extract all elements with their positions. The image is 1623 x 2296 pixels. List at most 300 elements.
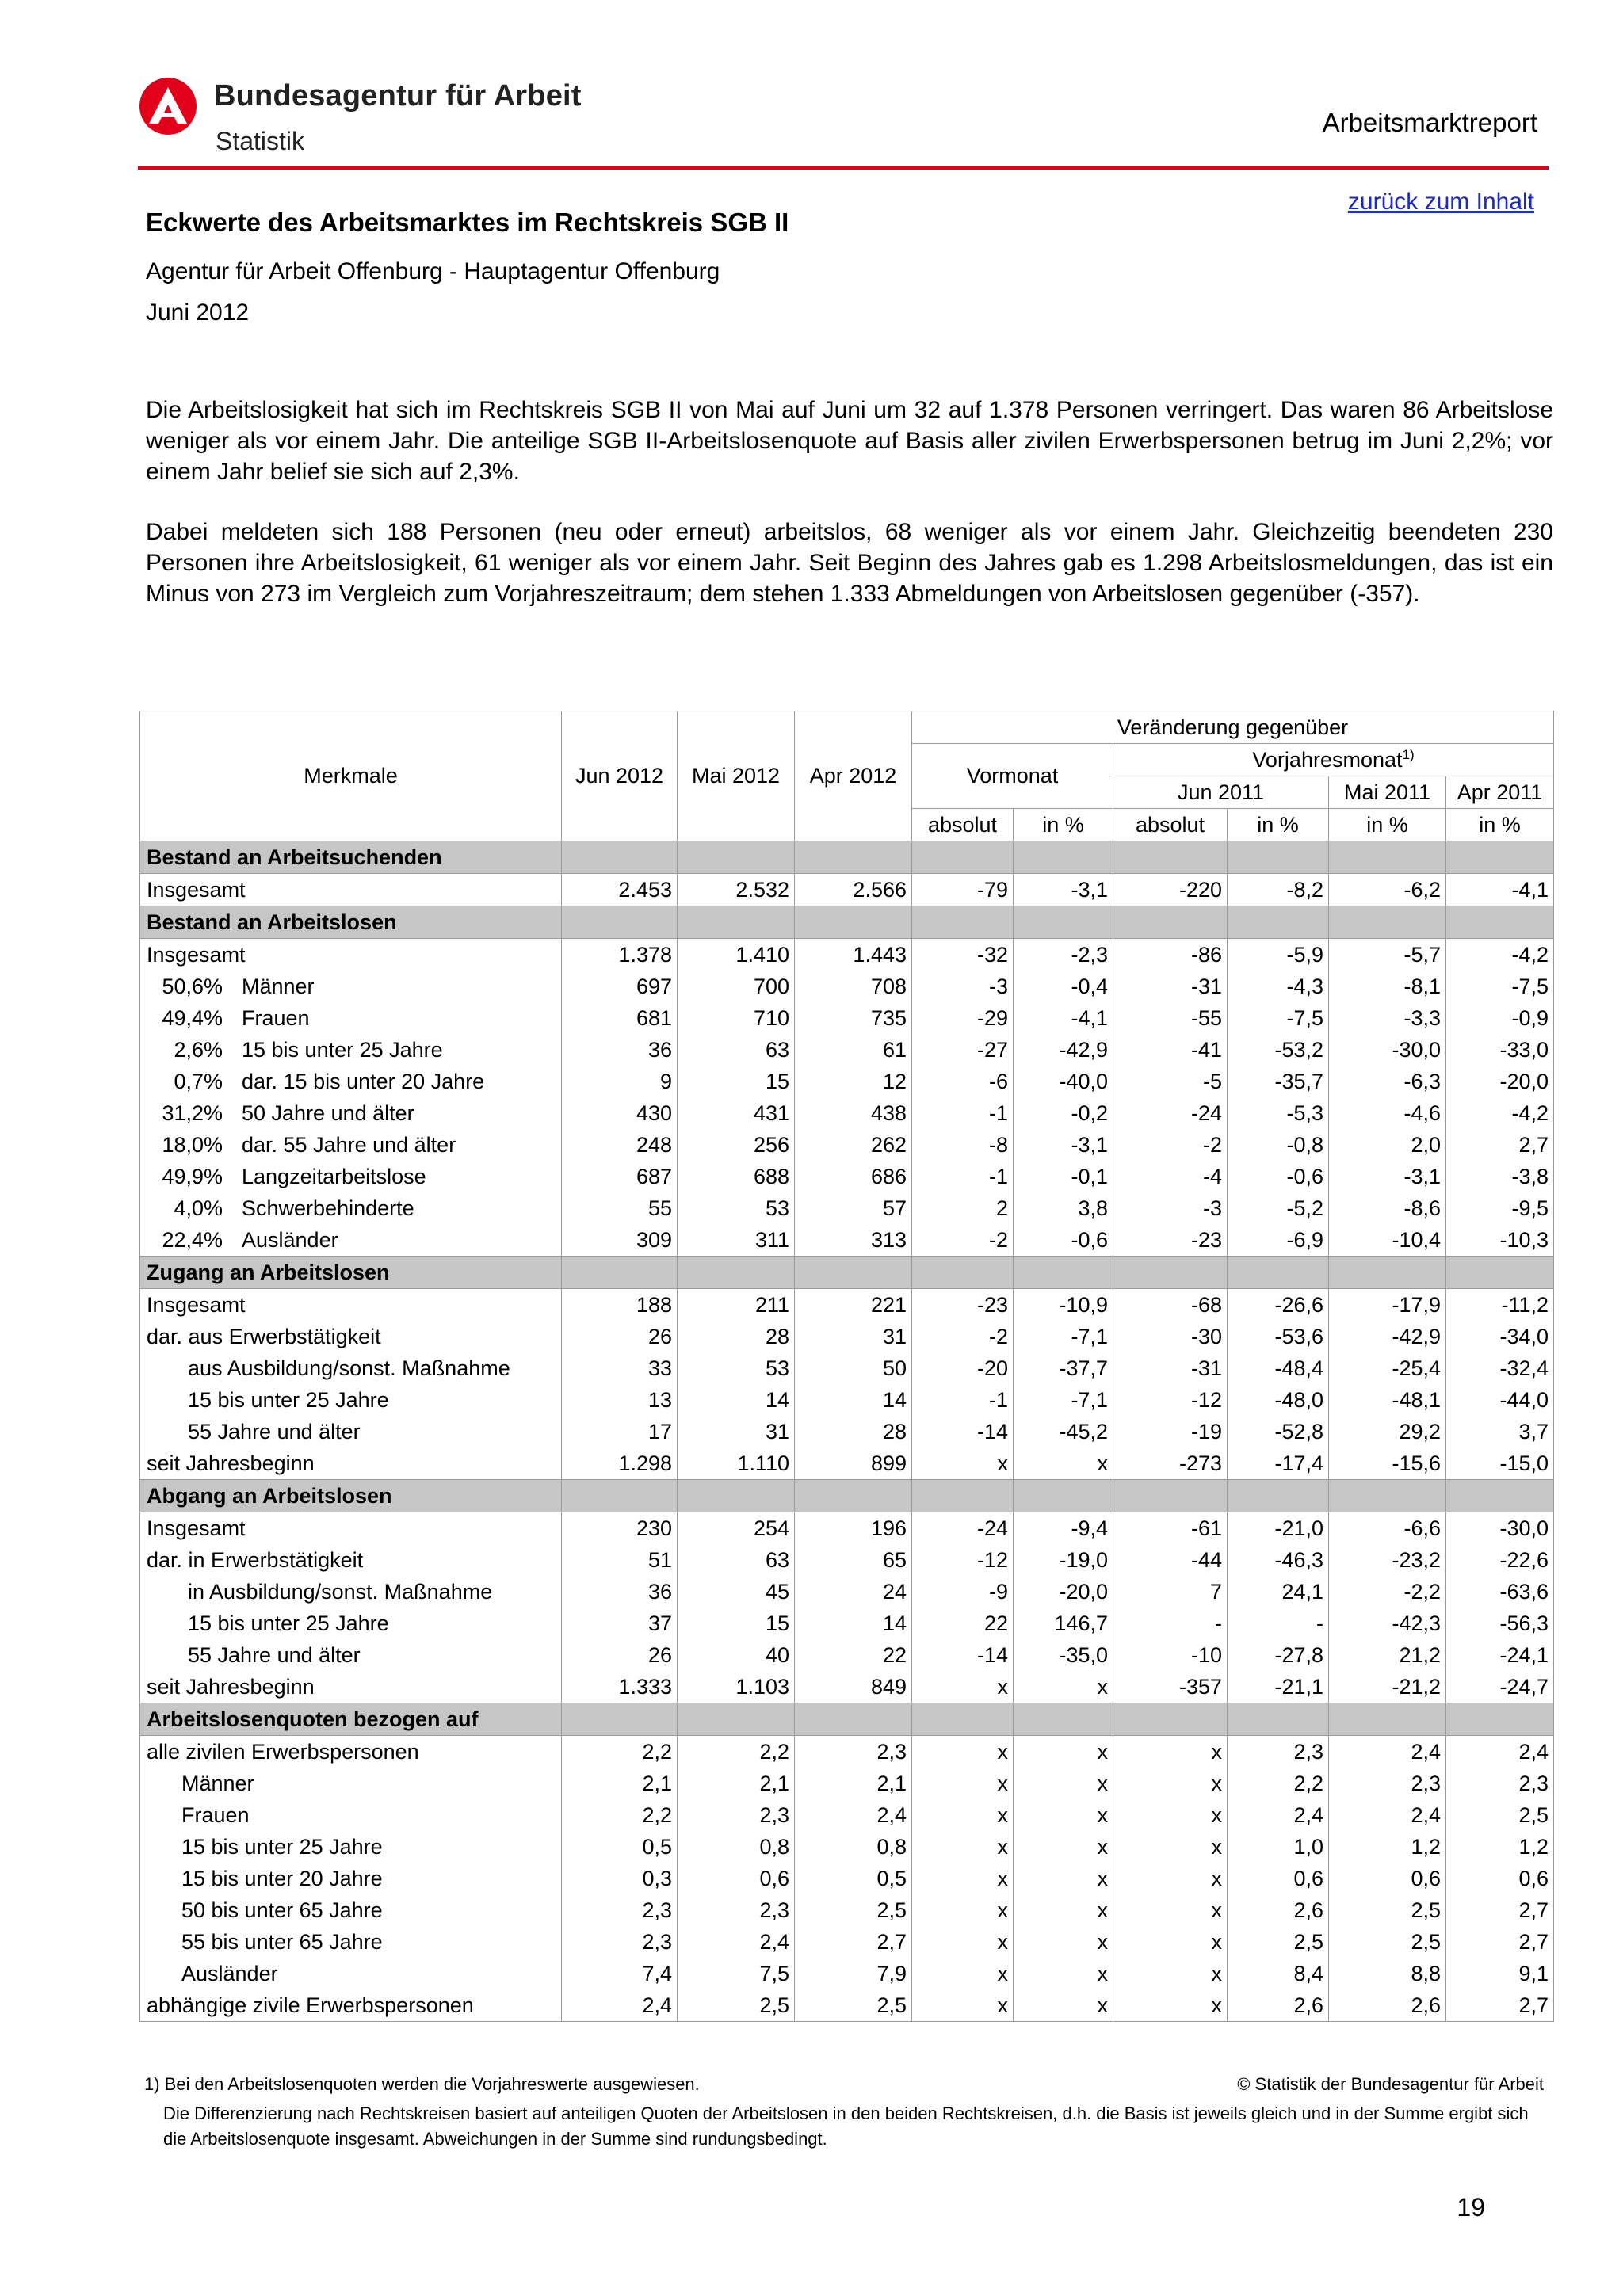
value-cell: x [1113,1894,1228,1926]
value-cell: -0,1 [1014,1161,1113,1192]
header-absolut: absolut [912,809,1014,841]
header-merkmale: Merkmale [140,711,562,841]
row-label: Insgesamt [147,1292,246,1317]
value-cell: 2,5 [678,1989,795,2022]
value-cell: 24,1 [1228,1576,1329,1608]
value-cell: 2,3 [1446,1768,1554,1799]
value-cell: -26,6 [1228,1289,1329,1322]
row-label: 55 Jahre und älter [188,1419,361,1444]
table-row [140,1384,1554,1416]
value-cell: -29 [912,1002,1014,1034]
table-row [140,1639,1554,1671]
value-cell: 2,4 [1329,1736,1446,1768]
value-cell: 688 [678,1161,795,1192]
value-cell: -23 [912,1289,1014,1322]
value-cell: 262 [795,1129,912,1161]
value-cell: x [1113,1768,1228,1799]
value-cell: 849 [795,1671,912,1703]
value-cell: 2.566 [795,874,912,906]
row-label: dar. in Erwerbstätigkeit [147,1547,364,1572]
section-filler-cell [1014,906,1113,939]
value-cell: 710 [678,1002,795,1034]
section-filler-cell [1113,841,1228,874]
section-filler-cell [1113,1257,1228,1289]
row-label-cell [140,1034,562,1066]
row-label-cell [140,1926,562,1958]
table-row [140,1831,1554,1863]
value-cell: -4,2 [1446,1097,1554,1129]
section-filler-cell [678,906,795,939]
share-percent: 49,9% [162,1164,223,1188]
value-cell: 2,7 [1446,1989,1554,2022]
labor-market-table [139,711,1554,2022]
section-title: Abgang an Arbeitslosen [140,1480,562,1512]
table-row [140,1002,1554,1034]
value-cell: -4,2 [1446,939,1554,971]
row-label: 55 bis unter 65 Jahre [181,1929,383,1954]
value-cell: 2,2 [1228,1768,1329,1799]
row-label: 15 bis unter 25 Jahre [188,1611,389,1635]
value-cell: -8,1 [1329,971,1446,1002]
row-label-cell [140,971,562,1002]
value-cell: 1,0 [1228,1831,1329,1863]
footnote-1: 1) Bei den Arbeitslosenquoten werden die Vorjahreswerte ausgewiesen. [144,2074,700,2094]
value-cell: 2,4 [1228,1799,1329,1831]
value-cell: 28 [795,1416,912,1447]
value-cell: -3,3 [1329,1002,1446,1034]
value-cell: -3,1 [1329,1161,1446,1192]
row-label: Ausländer [181,1961,278,1985]
value-cell: -273 [1113,1447,1228,1480]
value-cell: 2,3 [1228,1736,1329,1768]
value-cell: -30,0 [1329,1034,1446,1066]
value-cell: -7,5 [1446,971,1554,1002]
value-cell: 7,5 [678,1958,795,1989]
value-cell: -63,6 [1446,1576,1554,1608]
table-row [140,1512,1554,1545]
row-label-cell [140,1768,562,1799]
value-cell: 2,2 [562,1736,678,1768]
table-row [140,971,1554,1002]
value-cell: 2,5 [795,1894,912,1926]
value-cell: 2,1 [562,1768,678,1799]
section-filler-cell [912,1703,1014,1736]
value-cell: -5 [1113,1066,1228,1097]
row-label: Insgesamt [147,877,246,902]
value-cell: -42,3 [1329,1608,1446,1639]
row-label-cell [140,1321,562,1352]
value-cell: -61 [1113,1512,1228,1545]
section-filler-cell [912,1480,1014,1512]
value-cell: 681 [562,1002,678,1034]
value-cell: -79 [912,874,1014,906]
section-filler-cell [1446,906,1554,939]
value-cell: -55 [1113,1002,1228,1034]
page-title: Eckwerte des Arbeitsmarktes im Rechtskreis SGB II [146,208,789,237]
value-cell: 53 [678,1192,795,1224]
footnote-marker: 1) [1402,747,1415,762]
section-filler-cell [912,906,1014,939]
table-row [140,874,1554,906]
value-cell: 254 [678,1512,795,1545]
value-cell: 0,5 [795,1863,912,1894]
value-cell: -35,0 [1014,1639,1113,1671]
value-cell: -24 [1113,1097,1228,1129]
value-cell: -5,2 [1228,1192,1329,1224]
header-apr-2011: Apr 2011 [1446,776,1554,809]
row-label-cell [140,1002,562,1034]
value-cell: -0,4 [1014,971,1113,1002]
row-label: aus Ausbildung/sonst. Maßnahme [188,1356,510,1380]
section-filler-cell [1014,1703,1113,1736]
value-cell: x [1113,1831,1228,1863]
value-cell: 248 [562,1129,678,1161]
value-cell: 2,6 [1329,1989,1446,2022]
section-filler-cell [912,1257,1014,1289]
section-filler-cell [1014,1257,1113,1289]
value-cell: -0,8 [1228,1129,1329,1161]
section-filler-cell [1446,1703,1554,1736]
value-cell: 2,7 [1446,1926,1554,1958]
value-cell: x [1014,1958,1113,1989]
value-cell: 14 [678,1384,795,1416]
value-cell: -48,4 [1228,1352,1329,1384]
row-label-cell [140,1447,562,1480]
section-filler-cell [562,1703,678,1736]
value-cell: -20 [912,1352,1014,1384]
value-cell: -20,0 [1446,1066,1554,1097]
section-title: Arbeitslosenquoten bezogen auf [140,1703,562,1736]
section-filler-cell [678,1703,795,1736]
table-row [140,1066,1554,1097]
header-in-pct: in % [1228,809,1329,841]
value-cell: 2,3 [1329,1768,1446,1799]
value-cell: -8,2 [1228,874,1329,906]
value-cell: -56,3 [1446,1608,1554,1639]
value-cell: -20,0 [1014,1576,1113,1608]
section-filler-cell [1228,906,1329,939]
row-label-cell [140,1066,562,1097]
value-cell: -24 [912,1512,1014,1545]
row-label: seit Jahresbeginn [147,1674,315,1699]
value-cell: 26 [562,1321,678,1352]
section-title: Bestand an Arbeitsuchenden [140,841,562,874]
header-vormonat: Vormonat [912,744,1113,809]
summary-paragraph-1: Die Arbeitslosigkeit hat sich im Rechtskreis SGB II von Mai auf Juni um 32 auf 1.378 Personen verringert. Das waren 86 Arbeitslose weniger als vor einem Jahr. Die anteilige SGB II-Arbeitslosenquote auf Basis aller zivilen Erwerbspersonen betrug im Juni 2,2%; vor einem Jahr belief sie sich auf 2,3%. [146,397,1553,485]
value-cell: 0,6 [1329,1863,1446,1894]
value-cell: 438 [795,1097,912,1129]
copyright: © Statistik der Bundesagentur für Arbeit [1237,2074,1544,2094]
row-label-cell [140,1799,562,1831]
agency-subtitle: Agentur für Arbeit Offenburg - Hauptagentur Offenburg [146,258,720,284]
value-cell: 1.333 [562,1671,678,1703]
header-mai-2012: Mai 2012 [678,711,795,841]
value-cell: -6,6 [1329,1512,1446,1545]
value-cell: 2,4 [795,1799,912,1831]
value-cell: 2,2 [678,1736,795,1768]
row-label: alle zivilen Erwerbspersonen [147,1739,419,1764]
value-cell: 1.443 [795,939,912,971]
value-cell: x [912,1671,1014,1703]
share-percent: 4,0% [174,1196,223,1220]
value-cell: -9,5 [1446,1192,1554,1224]
org-subtitle: Statistik [216,127,305,155]
value-cell: -53,2 [1228,1034,1329,1066]
value-cell: x [1014,1736,1113,1768]
value-cell: 2,6 [1228,1989,1329,2022]
value-cell: 0,3 [562,1863,678,1894]
section-filler-cell [1329,906,1446,939]
value-cell: x [1113,1958,1228,1989]
section-header-row [140,906,1554,939]
value-cell: -12 [1113,1384,1228,1416]
value-cell: 45 [678,1576,795,1608]
table-row [140,1799,1554,1831]
value-cell: -42,9 [1329,1321,1446,1352]
section-filler-cell [795,841,912,874]
value-cell: 2,7 [795,1926,912,1958]
value-cell: -21,2 [1329,1671,1446,1703]
value-cell: 57 [795,1192,912,1224]
value-cell: -52,8 [1228,1416,1329,1447]
value-cell: - [1228,1608,1329,1639]
value-cell: -4,6 [1329,1097,1446,1129]
value-cell: 15 [678,1066,795,1097]
value-cell: 24 [795,1576,912,1608]
table-row [140,1161,1554,1192]
report-title: Arbeitsmarktreport [1322,108,1537,137]
header-in-pct: in % [1014,809,1113,841]
value-cell: 309 [562,1224,678,1257]
value-cell: -8,6 [1329,1192,1446,1224]
value-cell: 22 [795,1639,912,1671]
value-cell: 17 [562,1416,678,1447]
value-cell: -10,3 [1446,1224,1554,1257]
value-cell: 697 [562,971,678,1002]
table-row [140,1352,1554,1384]
value-cell: -48,1 [1329,1384,1446,1416]
section-filler-cell [1113,906,1228,939]
value-cell: -0,6 [1228,1161,1329,1192]
value-cell: -19,0 [1014,1544,1113,1576]
value-cell: -46,3 [1228,1544,1329,1576]
table-body [140,841,1554,2022]
value-cell: 65 [795,1544,912,1576]
value-cell: 1,2 [1446,1831,1554,1863]
row-label-cell [140,1736,562,1768]
value-cell: 221 [795,1289,912,1322]
section-filler-cell [562,1480,678,1512]
section-filler-cell [795,1703,912,1736]
row-label-cell [140,1224,562,1257]
row-label: 15 bis unter 25 Jahre [181,1834,383,1859]
share-percent: 18,0% [162,1132,223,1157]
value-cell: x [1113,1926,1228,1958]
value-cell: -31 [1113,1352,1228,1384]
row-label-cell [140,1289,562,1322]
value-cell: -1 [912,1097,1014,1129]
value-cell: 2,0 [1329,1129,1446,1161]
value-cell: 12 [795,1066,912,1097]
section-header-row [140,1257,1554,1289]
value-cell: 2,1 [678,1768,795,1799]
section-filler-cell [795,1480,912,1512]
value-cell: -24,1 [1446,1639,1554,1671]
value-cell: -3,8 [1446,1161,1554,1192]
table-row [140,1863,1554,1894]
value-cell: 708 [795,971,912,1002]
value-cell: 431 [678,1097,795,1129]
value-cell: -7,5 [1228,1002,1329,1034]
value-cell: -53,6 [1228,1321,1329,1352]
header-jun-2012: Jun 2012 [562,711,678,841]
row-label: 50 Jahre und älter [242,1100,414,1125]
value-cell: 3,8 [1014,1192,1113,1224]
row-label-cell [140,1352,562,1384]
row-label: dar. aus Erwerbstätigkeit [147,1324,381,1348]
row-label-cell [140,1989,562,2022]
value-cell: -6,9 [1228,1224,1329,1257]
section-filler-cell [795,906,912,939]
value-cell: 14 [795,1384,912,1416]
value-cell: -11,2 [1446,1289,1554,1322]
value-cell: -3 [1113,1192,1228,1224]
value-cell: 256 [678,1129,795,1161]
value-cell: 2.532 [678,874,795,906]
header-apr-2012: Apr 2012 [795,711,912,841]
value-cell: 26 [562,1639,678,1671]
value-cell: 2,4 [562,1989,678,2022]
table-row [140,1192,1554,1224]
section-filler-cell [1446,1257,1554,1289]
table-row [140,1989,1554,2022]
value-cell: -9 [912,1576,1014,1608]
row-label: Männer [181,1771,254,1795]
value-cell: x [912,1831,1014,1863]
table-row [140,1224,1554,1257]
value-cell: -27,8 [1228,1639,1329,1671]
section-filler-cell [912,841,1014,874]
value-cell: x [1014,1831,1113,1863]
row-label-cell [140,874,562,906]
row-label: Insgesamt [147,942,246,967]
footnote-2: Die Differenzierung nach Rechtskreisen basiert auf anteiligen Quoten der Arbeitslosen in den beiden Rechtskreisen, d.h. die Basis ist jeweils gleich und in der Summe ergibt sich die Arbeitslosenquote insgesamt. Abweichungen in der Summe sind rundungsbedingt. [163,2103,1529,2149]
section-filler-cell [1014,841,1113,874]
row-label-cell [140,1544,562,1576]
value-cell: 211 [678,1289,795,1322]
row-label-cell [140,1576,562,1608]
value-cell: -15,6 [1329,1447,1446,1480]
value-cell: 31 [795,1321,912,1352]
row-label-cell [140,1512,562,1545]
row-label: 15 bis unter 20 Jahre [181,1866,383,1890]
table-row [140,1129,1554,1161]
section-filler-cell [1329,1257,1446,1289]
value-cell: -14 [912,1639,1014,1671]
value-cell: 196 [795,1512,912,1545]
value-cell: 2,2 [562,1799,678,1831]
value-cell: 188 [562,1289,678,1322]
value-cell: x [1014,1863,1113,1894]
value-cell: 61 [795,1034,912,1066]
value-cell: 146,7 [1014,1608,1113,1639]
value-cell: 8,4 [1228,1958,1329,1989]
value-cell: x [912,1768,1014,1799]
value-cell: 2,3 [562,1894,678,1926]
value-cell: 13 [562,1384,678,1416]
value-cell: 2,3 [678,1799,795,1831]
value-cell: x [1113,1863,1228,1894]
value-cell: x [1113,1799,1228,1831]
value-cell: -35,7 [1228,1066,1329,1097]
value-cell: -0,6 [1014,1224,1113,1257]
header-jun-2011: Jun 2011 [1113,776,1329,809]
value-cell: 3,7 [1446,1416,1554,1447]
value-cell: 2 [912,1192,1014,1224]
value-cell: x [912,1989,1014,2022]
value-cell: 735 [795,1002,912,1034]
row-label: 15 bis unter 25 Jahre [188,1387,389,1412]
value-cell: 14 [795,1608,912,1639]
value-cell: 1.110 [678,1447,795,1480]
value-cell: 50 [795,1352,912,1384]
section-filler-cell [1228,1703,1329,1736]
section-filler-cell [1329,1703,1446,1736]
value-cell: -30 [1113,1321,1228,1352]
row-label: 50 bis unter 65 Jahre [181,1897,383,1922]
value-cell: -44,0 [1446,1384,1554,1416]
share-percent: 22,4% [162,1227,223,1252]
row-label: Frauen [181,1802,250,1827]
value-cell: -220 [1113,874,1228,906]
value-cell: 29,2 [1329,1416,1446,1447]
value-cell: -19 [1113,1416,1228,1447]
value-cell: 7,4 [562,1958,678,1989]
row-label: Frauen [242,1005,310,1030]
value-cell: 2,3 [678,1894,795,1926]
table-row [140,1768,1554,1799]
value-cell: x [912,1447,1014,1480]
value-cell: 1.298 [562,1447,678,1480]
header-vorjahresmonat-label: Vorjahresmonat [1252,748,1403,772]
share-percent: 49,4% [162,1005,223,1030]
value-cell: 36 [562,1034,678,1066]
value-cell: -4,1 [1014,1002,1113,1034]
value-cell: -357 [1113,1671,1228,1703]
value-cell: 55 [562,1192,678,1224]
value-cell: 2,5 [1228,1926,1329,1958]
value-cell: 230 [562,1512,678,1545]
table-row [140,939,1554,971]
header-divider [138,166,1549,170]
value-cell: 430 [562,1097,678,1129]
value-cell: -37,7 [1014,1352,1113,1384]
value-cell: 2,4 [678,1926,795,1958]
value-cell: -8 [912,1129,1014,1161]
back-to-contents-link[interactable]: zurück zum Inhalt [1347,189,1534,215]
value-cell: -10 [1113,1639,1228,1671]
table-row [140,1289,1554,1322]
value-cell: 63 [678,1034,795,1066]
value-cell: x [1113,1989,1228,2022]
value-cell: -6,2 [1329,874,1446,906]
share-percent: 2,6% [174,1037,223,1062]
value-cell: -7,1 [1014,1384,1113,1416]
value-cell: 2,7 [1446,1129,1554,1161]
value-cell: 2,3 [562,1926,678,1958]
section-filler-cell [678,1257,795,1289]
value-cell: x [1014,1926,1113,1958]
